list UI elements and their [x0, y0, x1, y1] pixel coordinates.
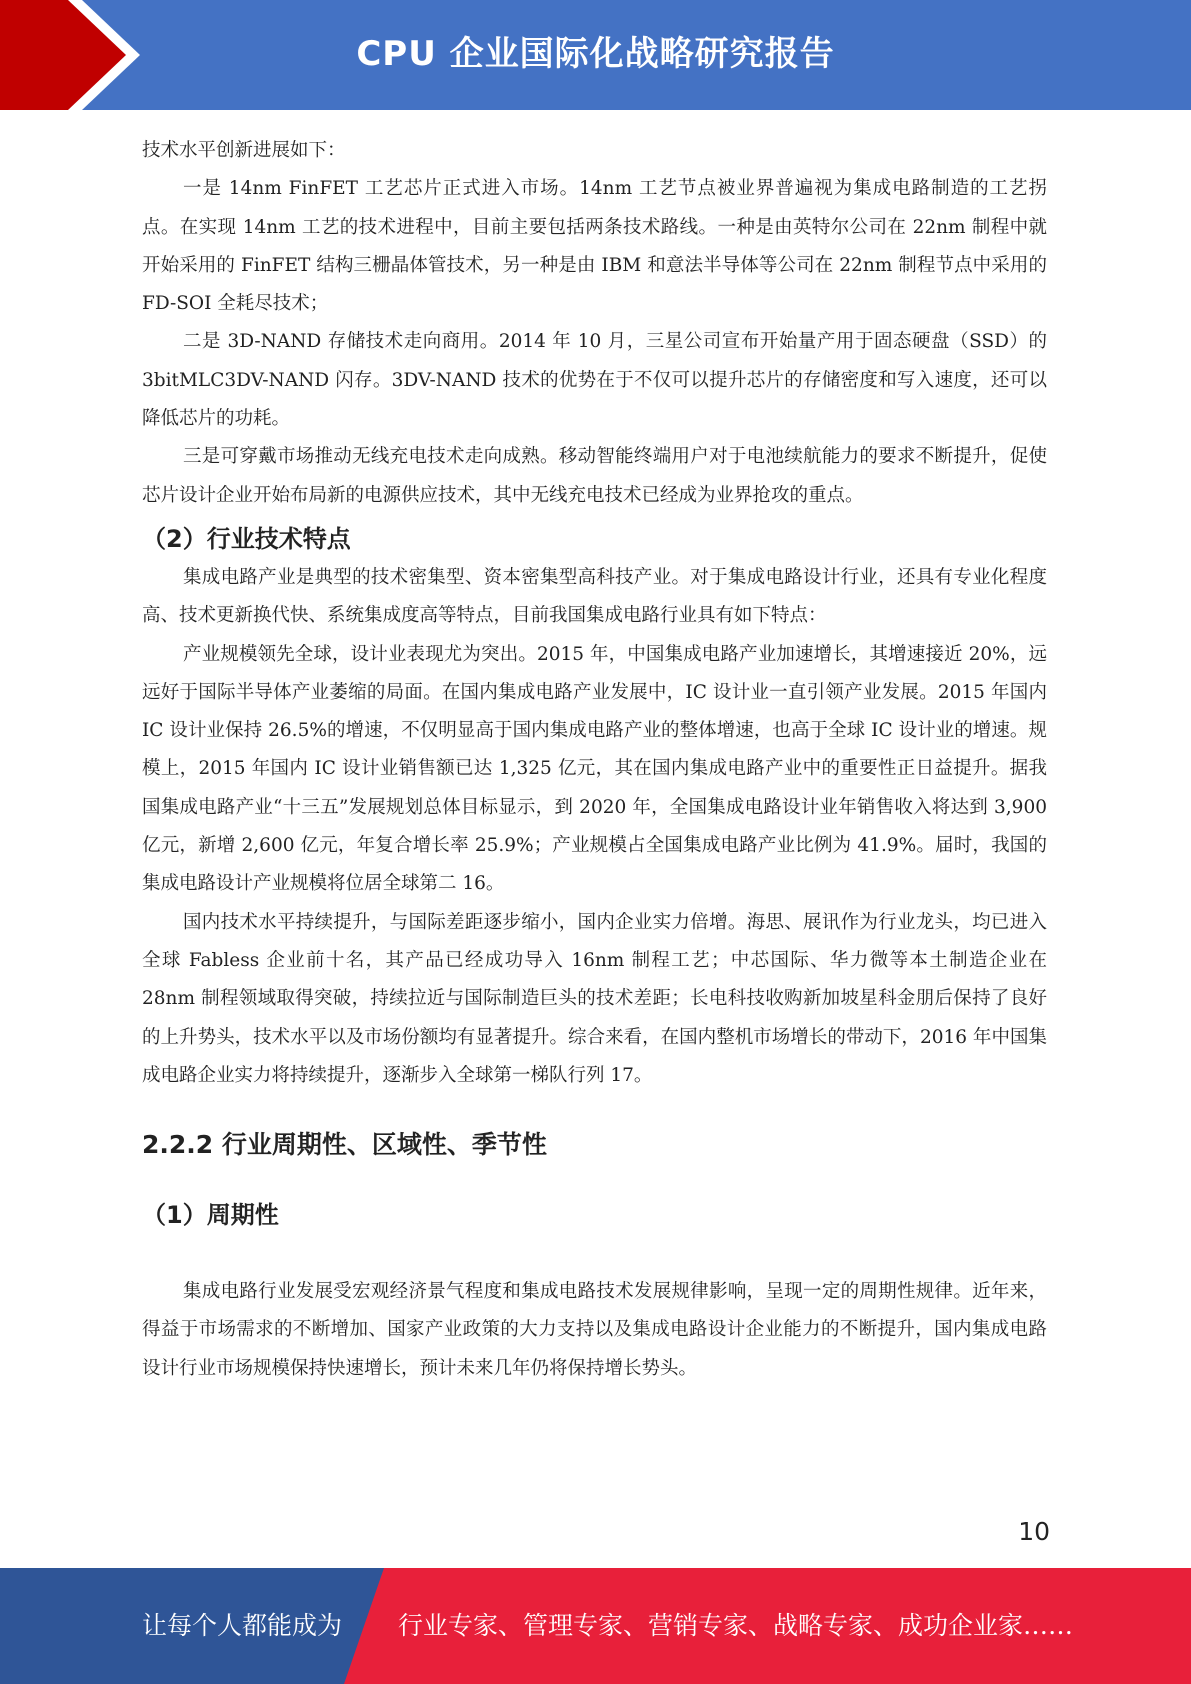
paragraph-wireless-charging: 三是可穿戴市场推动无线充电技术走向成熟。移动智能终端用户对于电池续航能力的要求不断提升，促使芯片设计企业开始布局新的电源供应技术，其中无线充电技术已经成为业界抢攻的重点。: [142, 446, 1047, 506]
paragraph-3d-nand: 二是 3D-NAND 存储技术走向商用。2014 年 10 月，三星公司宣布开始量产用于固态硬盘（SSD）的 3bitMLC3DV-NAND 闪存。3DV-NAND 技术的优势在于不仅可以提升芯片的存储密度和写入速度，还可以降低芯片的功耗。: [142, 331, 1047, 430]
paragraph-finfet: 一是 14nm FinFET 工艺芯片正式进入市场。14nm 工艺节点被业界普遍视为集成电路制造的工艺拐点。在实现 14nm 工艺的技术进程中，目前主要包括两条技术路线。一种是由英特尔公司在 22nm 制程中就开始采用的 FinFET 结构三栅晶体管技术，另一种是由 IBM 和意法半导体等公司在 22nm 制程节点中采用的 FD-SOI 全耗尽技术；: [142, 178, 1047, 315]
page-header: [0, 0, 1191, 110]
footer-slogan-left: 让每个人都能成为: [142, 1611, 343, 1640]
page-footer: [0, 1568, 1191, 1684]
paragraph-industry-scale: 产业规模领先全球，设计业表现尤为突出。2015 年，中国集成电路产业加速增长，其增速接近 20%，远远好于国际半导体产业萎缩的局面。在国内集成电路产业发展中，IC 设计业一直引领产业发展。2015 年国内 IC 设计业保持 26.5%的增速，不仅明显高于国内集成电路产业的整体增速，也高于全球 IC 设计业的增速。规模上，2015 年国内 IC 设计业销售额已达 1,325 亿元，其在国内集成电路产业中的重要性正日益提升。据我国集成电路产业“十三五”发展规划总体目标显示，到 2020 年，全国集成电路设计业年销售收入将达到 3,900 亿元，新增 2,600 亿元，年复合增长率 25.9%；产业规模占全国集成电路产业比例为 41.9%。届时，我国的集成电路设计产业规模将位居全球第二 16。: [142, 643, 1047, 895]
paragraph-cyclicality: 集成电路行业发展受宏观经济景气程度和集成电路技术发展规律影响，呈现一定的周期性规律。近年来，得益于市场需求的不断增加、国家产业政策的大力支持以及集成电路设计企业能力的不断提升，国内集成电路设计行业市场规模保持快速增长，预计未来几年仍将保持增长势头。: [142, 1281, 1047, 1379]
report-title: CPU 企业国际化战略研究报告: [356, 34, 835, 74]
page-body: [142, 132, 1047, 1388]
heading-industry-tech-features: （2）行业技术特点: [142, 524, 351, 553]
paragraph-domestic-tech: 国内技术水平持续提升，与国际差距逐步缩小，国内企业实力倍增。海思、展讯作为行业龙头，均已进入全球 Fabless 企业前十名，其产品已经成功导入 16nm 制程工艺；中芯国际、华力微等本土制造企业在 28nm 制程领域取得突破，持续拉近与国际制造巨头的技术差距；长电科技收购新加坡星科金朋后保持了良好的上升势头，技术水平以及市场份额均有显著提升。综合来看，在国内整机市场增长的带动下，2016 年中国集成电路企业实力将持续提升，逐渐步入全球第一梯队行列 17。: [142, 911, 1047, 1086]
paragraph-intro: 技术水平创新进展如下：: [142, 140, 346, 161]
footer-slogan-right: 行业专家、管理专家、营销专家、战略专家、成功企业家……: [398, 1611, 1074, 1640]
heading-cyclicality: （1）周期性: [142, 1201, 279, 1230]
paragraph-industry-overview: 集成电路产业是典型的技术密集型、资本密集型高科技产业。对于集成电路设计行业，还具有专业化程度高、技术更新换代快、系统集成度高等特点，目前我国集成电路行业具有如下特点：: [142, 566, 1047, 627]
page-number: 10: [1018, 1517, 1050, 1546]
section-heading-2-2-2: 2.2.2 行业周期性、区域性、季节性: [142, 1130, 547, 1160]
